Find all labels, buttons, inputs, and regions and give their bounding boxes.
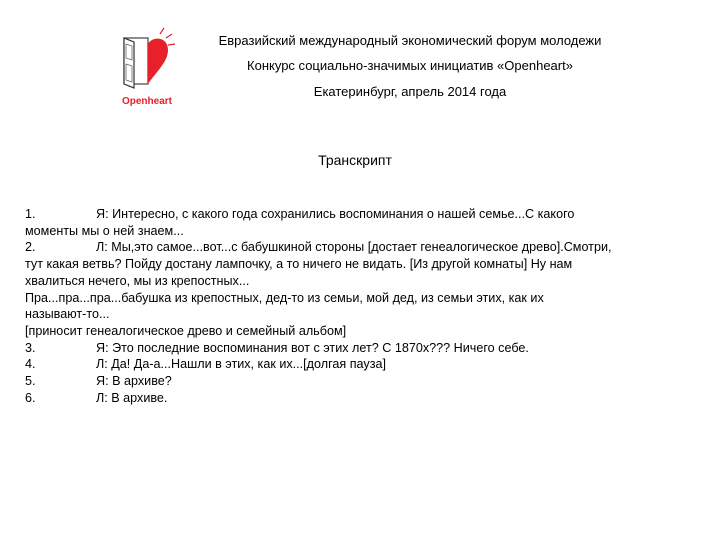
line-text: Л: Да! Да-а...Нашли в этих, как их...[долгая пауза]: [96, 357, 386, 372]
logo-text: Openheart: [121, 96, 172, 107]
line-number: 1.: [25, 207, 36, 221]
forum-name: Евразийский международный экономический форум молодежи: [218, 33, 602, 48]
transcript-body: [25, 206, 685, 406]
contest-name: Конкурс социально-значимых инициатив «Openheart»: [247, 58, 573, 73]
line-text: Я: В архиве?: [96, 374, 172, 389]
paragraph-line: называют-то...: [25, 307, 110, 322]
line-continuation: моменты мы о ней знаем...: [25, 223, 184, 238]
line-number: 2.: [25, 240, 36, 255]
line-text: Я: Это последние воспоминания вот с этих лет? С 1870х??? Ничего себе.: [96, 340, 529, 355]
transcript-line: [25, 356, 685, 373]
stage-direction: [приносит генеалогическое древо и семейный альбом]: [25, 323, 347, 338]
line-number: 5.: [25, 374, 36, 389]
paragraph-line: Пра...пра...пра...бабушка из крепостных, дед-то из семьи, мой дед, из семьи этих, как их: [25, 290, 544, 305]
line-continuation: тут какая ветвь? Пойду достану лампочку, а то ничего не видать. [Из другой комнаты] Ну нам: [25, 257, 573, 272]
line-text: Л: В архиве.: [96, 390, 168, 405]
transcript-line: [25, 239, 685, 256]
page-title: Транскрипт: [318, 152, 392, 168]
line-continuation: хвалиться нечего, мы из крепостных...: [25, 273, 250, 288]
transcript-line: [25, 340, 685, 357]
openheart-logo: [112, 26, 182, 110]
line-text: Л: Мы,это самое...вот...с бабушкиной стороны [достает генеалогическое древо].Смотри,: [96, 240, 612, 255]
transcript-line: [25, 206, 685, 223]
door-heart-icon: [120, 26, 176, 96]
line-number: 3.: [25, 340, 36, 355]
line-number: 6.: [25, 390, 36, 405]
line-number: 4.: [25, 357, 36, 372]
location-date: Екатеринбург, апрель 2014 года: [313, 84, 507, 99]
line-text: Я: Интересно, с какого года сохранились воспоминания о нашей семье...С какого: [96, 207, 575, 221]
transcript-line: [25, 390, 685, 407]
transcript-line: [25, 373, 685, 390]
